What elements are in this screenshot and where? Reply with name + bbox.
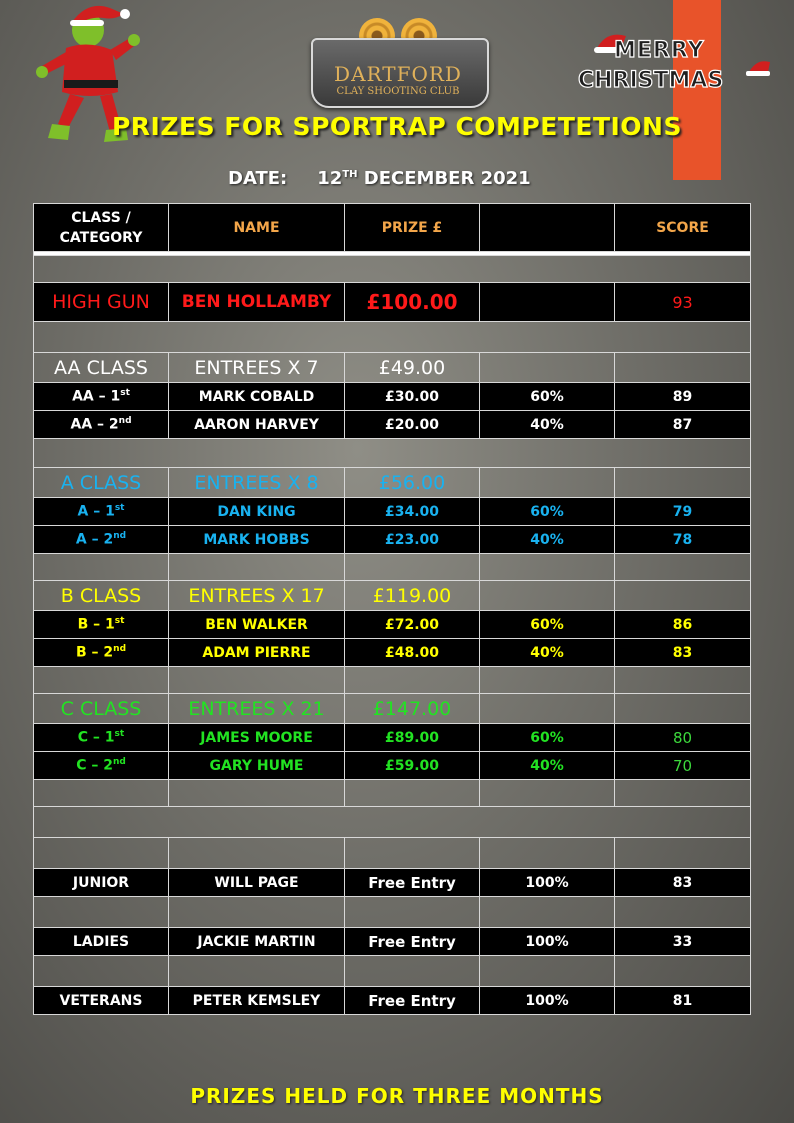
empty-cell [480, 694, 615, 724]
winner-name: BEN WALKER [169, 611, 345, 639]
class-entries: ENTREES X 17 [169, 581, 345, 611]
position: AA – 2 [70, 416, 119, 433]
special-name: JACKIE MARTIN [169, 928, 345, 956]
position-suffix: st [114, 503, 125, 514]
special-score: 83 [615, 869, 751, 897]
header-prize: PRIZE £ [345, 204, 480, 252]
winner-prize: £20.00 [345, 411, 480, 439]
position: A – 1 [77, 503, 115, 520]
greeting-line-1: MERRY [614, 38, 705, 63]
winner-share: 40% [480, 411, 615, 439]
winner-prize: £59.00 [345, 752, 480, 780]
position-suffix: st [114, 616, 125, 627]
spacer-row [34, 554, 751, 581]
special-score: 81 [615, 987, 751, 1015]
position: C – 2 [76, 757, 113, 774]
class-pot: £147.00 [345, 694, 480, 724]
spacer-row [34, 807, 751, 838]
position-cell [34, 411, 169, 439]
class-row-aa [34, 353, 751, 383]
spacer-row [34, 439, 751, 468]
date-label: DATE: [228, 168, 288, 189]
header-name: NAME [169, 204, 345, 252]
empty-cell [615, 353, 751, 383]
header-category-line-2: CATEGORY [59, 229, 143, 246]
spacer-row [34, 667, 751, 694]
position: B – 1 [77, 616, 115, 633]
position: C – 1 [77, 729, 115, 746]
high-gun-score: 93 [615, 283, 751, 322]
position: AA – 1 [72, 388, 121, 405]
spacer-row [34, 322, 751, 353]
header-share [480, 204, 615, 252]
empty-cell [615, 694, 751, 724]
winner-score: 83 [615, 639, 751, 667]
position-suffix: nd [113, 531, 127, 542]
winner-name: AARON HARVEY [169, 411, 345, 439]
winner-name: MARK HOBBS [169, 526, 345, 554]
special-category: VETERANS [34, 987, 169, 1015]
special-share: 100% [480, 987, 615, 1015]
empty-cell [480, 353, 615, 383]
date-month-year: DECEMBER 2021 [363, 168, 531, 189]
table-row [34, 411, 751, 439]
winner-score: 89 [615, 383, 751, 411]
position-cell [34, 498, 169, 526]
class-entries: ENTREES X 8 [169, 468, 345, 498]
position-cell [34, 611, 169, 639]
date-day-suffix: TH [342, 169, 358, 180]
special-share: 100% [480, 928, 615, 956]
date-day: 12 [317, 168, 343, 189]
table-row [34, 724, 751, 752]
winner-share: 40% [480, 752, 615, 780]
position: A – 2 [75, 531, 114, 548]
class-label: A CLASS [34, 468, 169, 498]
winner-score: 80 [615, 724, 751, 752]
class-row-c [34, 694, 751, 724]
position-cell [34, 752, 169, 780]
special-prize: Free Entry [345, 869, 480, 897]
position-suffix: st [114, 729, 125, 740]
position-cell [34, 724, 169, 752]
high-gun-share [480, 283, 615, 322]
winner-name: ADAM PIERRE [169, 639, 345, 667]
winner-score: 86 [615, 611, 751, 639]
logo-subtitle: CLAY SHOOTING CLUB [336, 86, 460, 97]
class-label: C CLASS [34, 694, 169, 724]
special-category: JUNIOR [34, 869, 169, 897]
table-row [34, 383, 751, 411]
position-cell [34, 526, 169, 554]
spacer-row [34, 897, 751, 928]
high-gun-name: BEN HOLLAMBY [169, 283, 345, 322]
table-row [34, 611, 751, 639]
special-row-veterans [34, 987, 751, 1015]
position: B – 2 [75, 644, 114, 661]
class-pot: £119.00 [345, 581, 480, 611]
position-suffix: st [120, 388, 130, 399]
winner-share: 40% [480, 639, 615, 667]
footer-note: PRIZES HELD FOR THREE MONTHS [190, 1084, 604, 1108]
winner-prize: £30.00 [345, 383, 480, 411]
special-category: LADIES [34, 928, 169, 956]
position-suffix: nd [118, 416, 132, 427]
spacer-row [34, 838, 751, 869]
special-row-ladies [34, 928, 751, 956]
class-label: B CLASS [34, 581, 169, 611]
position-suffix: nd [112, 757, 126, 768]
winner-score: 78 [615, 526, 751, 554]
winner-prize: £34.00 [345, 498, 480, 526]
winner-share: 60% [480, 611, 615, 639]
winner-name: MARK COBALD [169, 383, 345, 411]
header-category [34, 204, 169, 252]
special-prize: Free Entry [345, 987, 480, 1015]
table-row [34, 639, 751, 667]
empty-cell [480, 581, 615, 611]
competition-date [228, 168, 531, 189]
table-row [34, 498, 751, 526]
winner-share: 60% [480, 498, 615, 526]
page-title: PRIZES FOR SPORTRAP COMPETETIONS [111, 112, 682, 141]
winner-share: 40% [480, 526, 615, 554]
special-share: 100% [480, 869, 615, 897]
empty-cell [615, 468, 751, 498]
class-pot: £49.00 [345, 353, 480, 383]
merry-christmas-graphic [578, 28, 774, 98]
table-row [34, 526, 751, 554]
prize-table [33, 203, 751, 1015]
table-header-row [34, 204, 751, 252]
winner-name: DAN KING [169, 498, 345, 526]
header-category-line-1: CLASS / [71, 209, 131, 226]
class-row-a [34, 468, 751, 498]
high-gun-label: HIGH GUN [34, 283, 169, 322]
class-entries: ENTREES X 21 [169, 694, 345, 724]
winner-prize: £23.00 [345, 526, 480, 554]
winner-share: 60% [480, 383, 615, 411]
winner-prize: £89.00 [345, 724, 480, 752]
winner-prize: £72.00 [345, 611, 480, 639]
high-gun-row [34, 283, 751, 322]
winner-score: 87 [615, 411, 751, 439]
santa-hat-icon [744, 56, 774, 78]
logo-name: DARTFORD [334, 62, 462, 86]
spacer-row [34, 956, 751, 987]
winner-prize: £48.00 [345, 639, 480, 667]
special-name: PETER KEMSLEY [169, 987, 345, 1015]
class-row-b [34, 581, 751, 611]
spacer-row [34, 780, 751, 807]
special-name: WILL PAGE [169, 869, 345, 897]
spacer-row [34, 256, 751, 283]
winner-score: 70 [615, 752, 751, 780]
special-score: 33 [615, 928, 751, 956]
class-entries: ENTREES X 7 [169, 353, 345, 383]
empty-cell [615, 581, 751, 611]
position-suffix: nd [113, 644, 127, 655]
special-prize: Free Entry [345, 928, 480, 956]
club-logo [311, 18, 485, 104]
winner-name: JAMES MOORE [169, 724, 345, 752]
position-cell [34, 383, 169, 411]
greeting-line-2: CHRISTMAS [578, 68, 724, 93]
empty-cell [480, 468, 615, 498]
class-pot: £56.00 [345, 468, 480, 498]
table-row [34, 752, 751, 780]
header-score: SCORE [615, 204, 751, 252]
special-row-junior [34, 869, 751, 897]
class-label: AA CLASS [34, 353, 169, 383]
winner-name: GARY HUME [169, 752, 345, 780]
high-gun-prize: £100.00 [345, 283, 480, 322]
winner-share: 60% [480, 724, 615, 752]
position-cell [34, 639, 169, 667]
winner-score: 79 [615, 498, 751, 526]
